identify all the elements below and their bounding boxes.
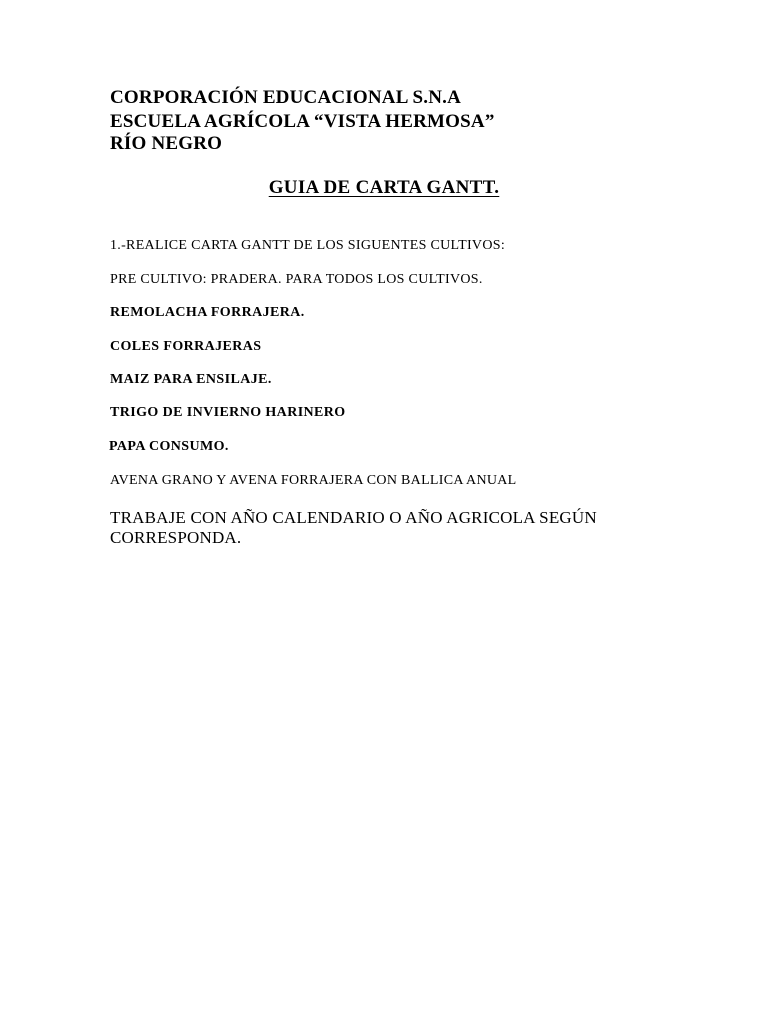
header-institution: CORPORACIÓN EDUCACIONAL S.N.A — [110, 87, 461, 108]
instruction-line: 1.-REALICE CARTA GANTT DE LOS SIGUENTES CULTIVOS: — [110, 238, 506, 253]
closing-instruction — [110, 508, 597, 548]
closing-line-1: TRABAJE CON AÑO CALENDARIO O AÑO AGRICOLA SEGÚN — [110, 508, 597, 527]
crop-item-remolacha: REMOLACHA FORRAJERA. — [110, 305, 305, 320]
crop-item-maiz: MAIZ PARA ENSILAJE. — [110, 372, 272, 387]
closing-line-2: CORRESPONDA. — [110, 528, 242, 547]
crop-item-trigo: TRIGO DE INVIERNO HARINERO — [110, 405, 346, 420]
header-school: ESCUELA AGRÍCOLA “VISTA HERMOSA” — [110, 111, 495, 132]
pre-crop-line: PRE CULTIVO: PRADERA. PARA TODOS LOS CULTIVOS. — [110, 272, 483, 287]
crop-item-coles: COLES FORRAJERAS — [110, 339, 262, 354]
document-title-text: GUIA DE CARTA GANTT. — [268, 177, 500, 198]
document-title — [0, 178, 768, 197]
header-location: RÍO NEGRO — [110, 133, 223, 154]
crop-item-papa: PAPA CONSUMO. — [109, 439, 229, 454]
crop-item-avena: AVENA GRANO Y AVENA FORRAJERA CON BALLICA ANUAL — [110, 473, 517, 488]
